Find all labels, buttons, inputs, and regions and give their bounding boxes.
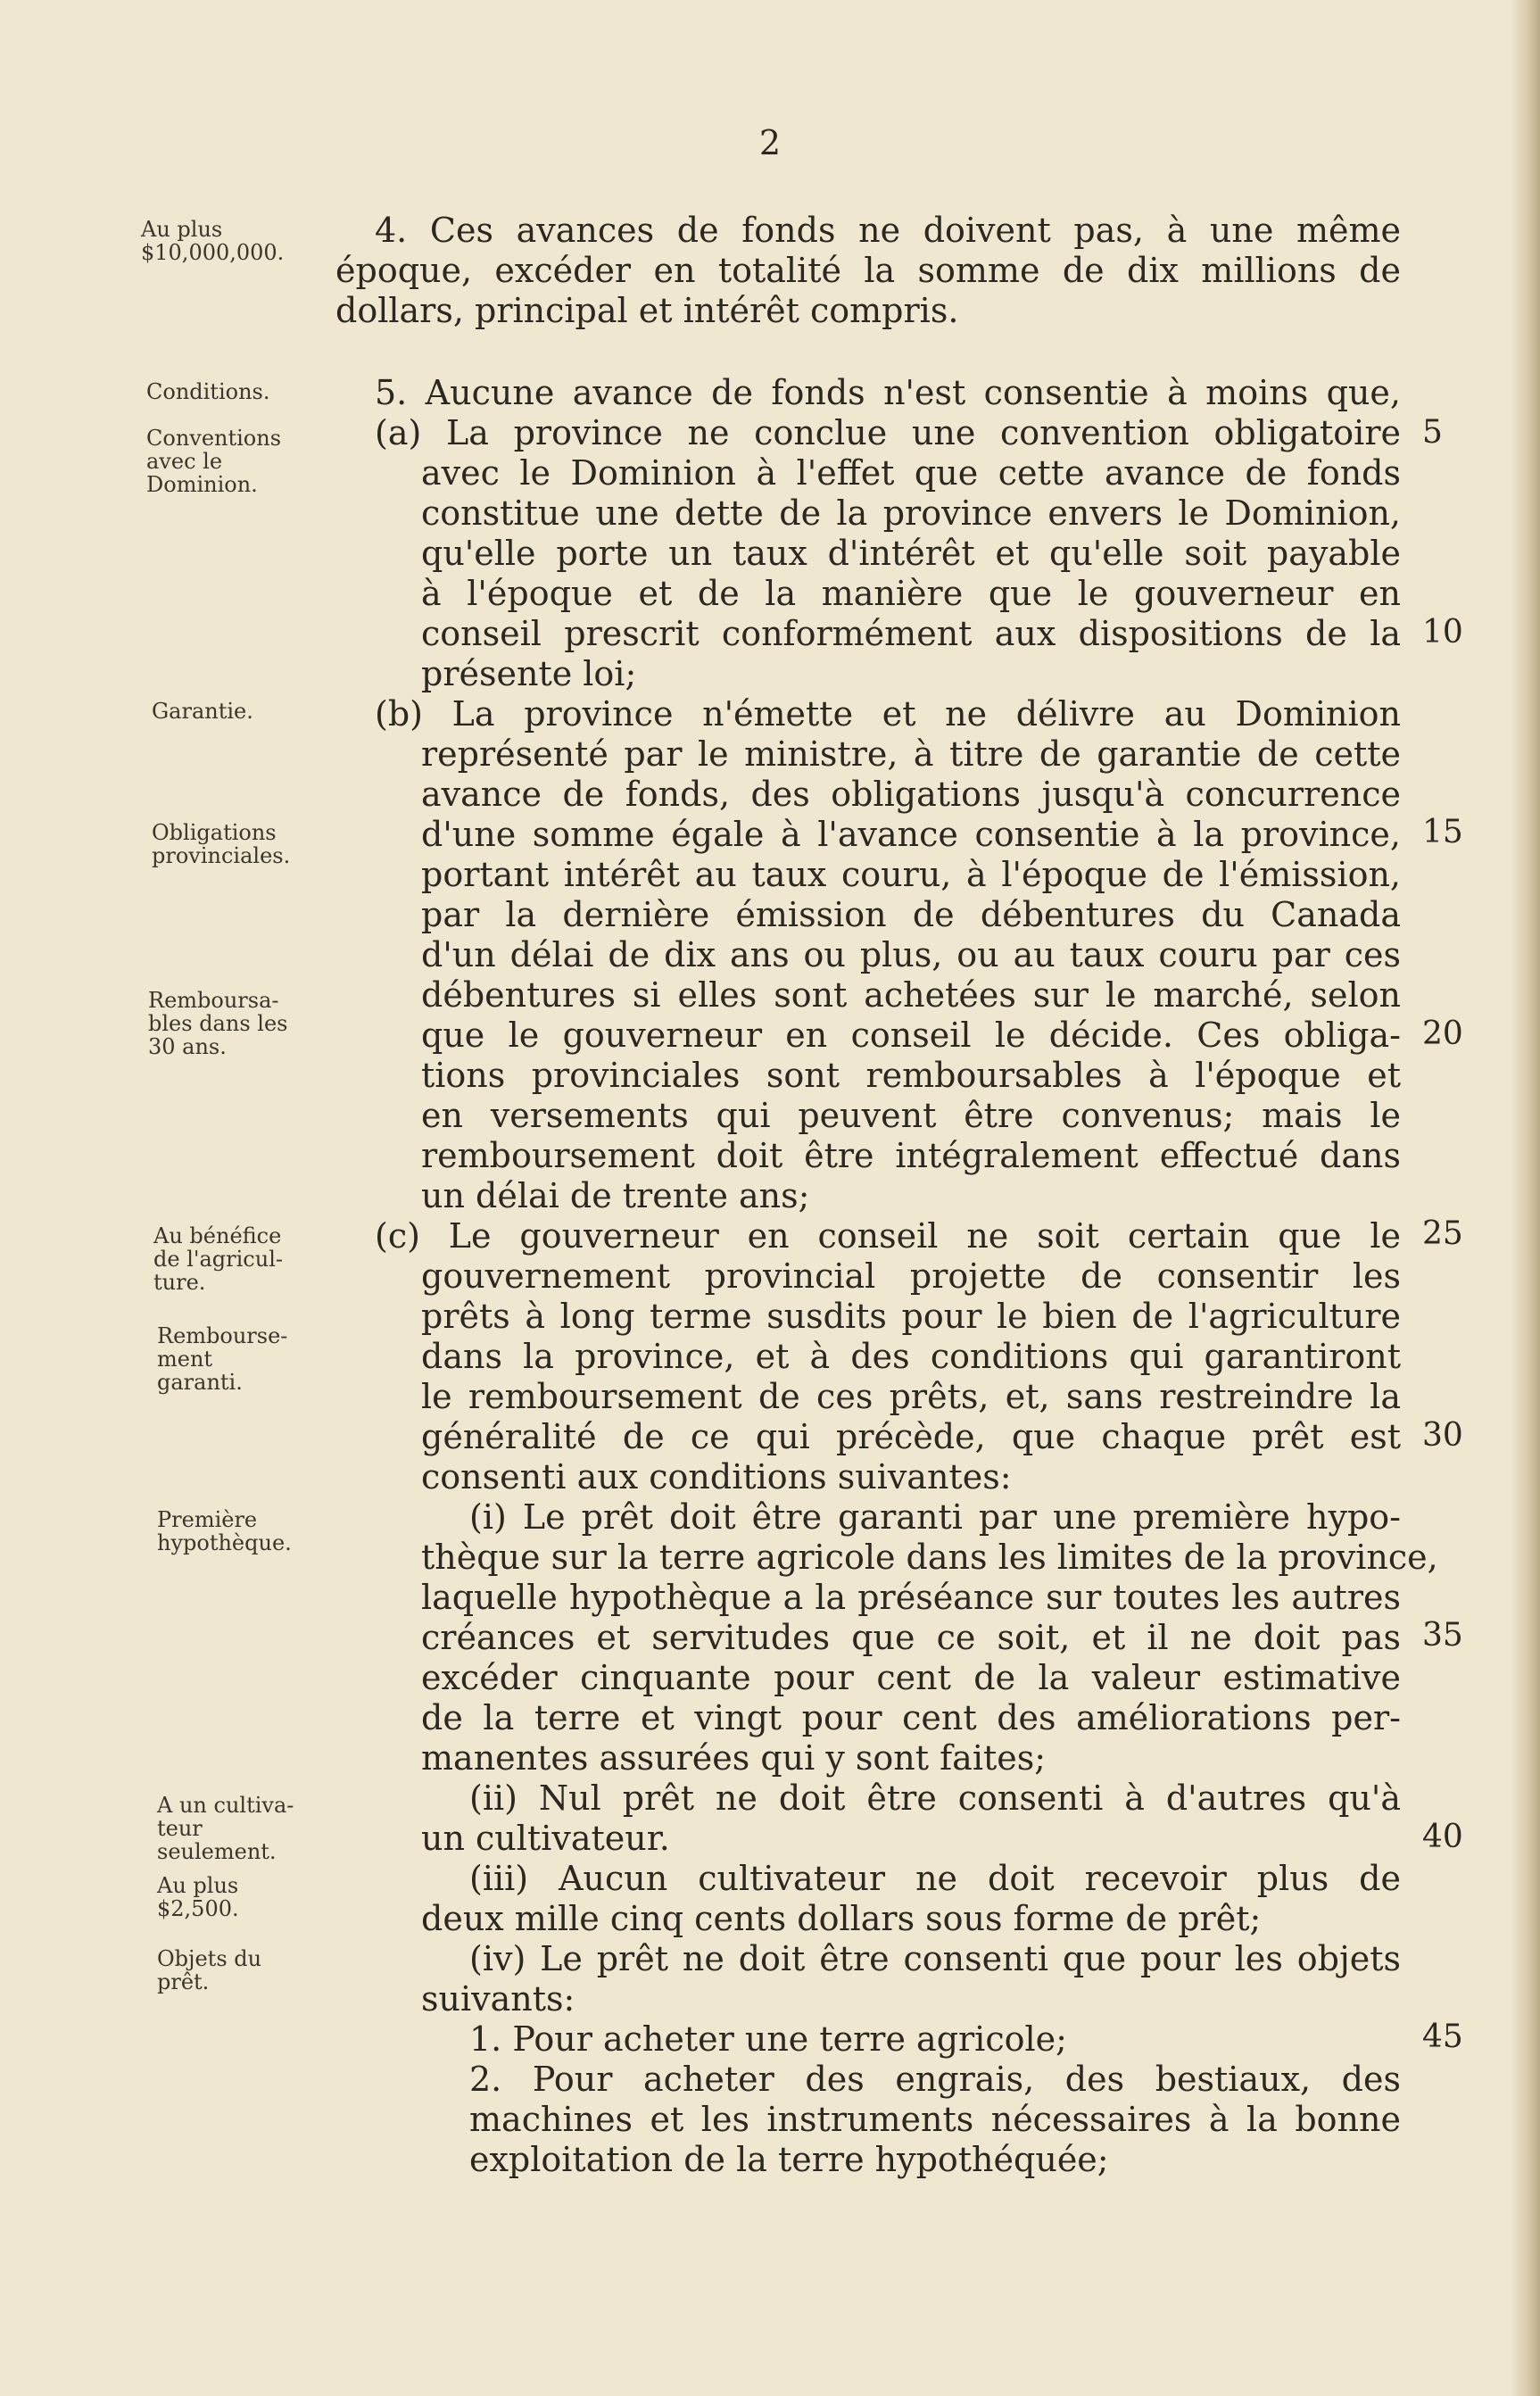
text-line: consenti aux conditions suivantes:: [421, 1457, 1012, 1496]
line-number: 25: [1422, 1215, 1463, 1252]
page-edge: [1510, 0, 1540, 2396]
line-number: 30: [1422, 1417, 1463, 1454]
text-line: un cultivateur.: [421, 1819, 670, 1858]
text-line: dans la province, et à des conditions qui garantiront: [421, 1337, 1401, 1376]
text-line: 5. Aucune avance de fonds n'est consentie à moins que,: [375, 373, 1401, 412]
margin-note: Conventions avec le Dominion.: [146, 426, 282, 497]
text-line: créances et servitudes que ce soit, et il ne doit pas: [421, 1618, 1401, 1657]
text-line: exploitation de la terre hypothéquée;: [469, 2140, 1109, 2179]
margin-note: Remboursa- bles dans les 30 ans.: [148, 988, 288, 1059]
text-line: 4. Ces avances de fonds ne doivent pas, à une même: [375, 211, 1401, 250]
margin-note: Obligations provinciales.: [152, 820, 291, 868]
margin-note: Objets du prêt.: [157, 1946, 262, 1994]
line-number: 45: [1422, 2019, 1463, 2055]
line-number: 10: [1422, 614, 1463, 651]
text-line: à l'époque et de la manière que le gouverneur en: [421, 574, 1401, 613]
line-number: 15: [1422, 814, 1463, 850]
text-line: (a) La province ne conclue une convention obligatoire: [375, 413, 1401, 452]
text-line: généralité de ce qui précède, que chaque prêt est: [421, 1417, 1401, 1456]
margin-note: Rembourse- ment garanti.: [157, 1323, 288, 1395]
text-line: portant intérêt au taux couru, à l'époque de l'émission,: [421, 855, 1401, 894]
text-line: machines et les instruments nécessaires à la bonne: [469, 2100, 1401, 2139]
text-line: prêts à long terme susdits pour le bien de l'agriculture: [421, 1297, 1401, 1336]
text-line: de la terre et vingt pour cent des améliorations per-: [421, 1698, 1401, 1737]
margin-note: Au bénéfice de l'agricul- ture.: [153, 1223, 283, 1295]
text-line: (iv) Le prêt ne doit être consenti que pour les objets: [469, 1939, 1401, 1978]
page-number: 2: [758, 123, 782, 162]
text-line: 2. Pour acheter des engrais, des bestiaux, des: [469, 2060, 1401, 2099]
text-line: (ii) Nul prêt ne doit être consenti à d'autres qu'à: [469, 1778, 1401, 1818]
text-line: par la dernière émission de débentures du Canada: [421, 895, 1401, 934]
text-line: représenté par le ministre, à titre de garantie de cette: [421, 734, 1401, 774]
text-line: que le gouverneur en conseil le décide. Ces obliga-: [421, 1016, 1401, 1055]
text-line: d'un délai de dix ans ou plus, ou au taux couru par ces: [421, 935, 1401, 974]
text-line: thèque sur la terre agricole dans les limites de la province,: [421, 1538, 1438, 1577]
margin-note: Au plus $10,000,000.: [141, 217, 285, 265]
line-number: 40: [1422, 1819, 1463, 1855]
text-line: en versements qui peuvent être convenus; mais le: [421, 1096, 1401, 1135]
text-line: laquelle hypothèque a la préséance sur toutes les autres: [421, 1578, 1401, 1617]
margin-note: Conditions.: [146, 379, 270, 404]
text-line: qu'elle porte un taux d'intérêt et qu'elle soit payable: [421, 534, 1401, 573]
text-line: deux mille cinq cents dollars sous forme de prêt;: [421, 1899, 1262, 1938]
text-line: (c) Le gouverneur en conseil ne soit certain que le: [375, 1216, 1401, 1256]
text-line: (iii) Aucun cultivateur ne doit recevoir plus de: [469, 1859, 1401, 1898]
text-line: le remboursement de ces prêts, et, sans restreindre la: [421, 1377, 1401, 1416]
text-line: 1. Pour acheter une terre agricole;: [469, 2019, 1067, 2059]
margin-note: Au plus $2,500.: [157, 1873, 239, 1921]
text-line: un délai de trente ans;: [421, 1176, 810, 1215]
text-line: manentes assurées qui y sont faites;: [421, 1738, 1047, 1778]
text-line: dollars, principal et intérêt compris.: [335, 291, 959, 330]
text-line: constitue une dette de la province envers le Dominion,: [421, 493, 1401, 533]
text-line: conseil prescrit conformément aux dispositions de la: [421, 614, 1401, 653]
text-line: avance de fonds, des obligations jusqu'à concurrence: [421, 775, 1401, 814]
text-line: remboursement doit être intégralement effectué dans: [421, 1136, 1401, 1175]
text-line: d'une somme égale à l'avance consentie à la province,: [421, 815, 1401, 854]
text-line: gouvernement provincial projette de consentir les: [421, 1256, 1401, 1296]
text-line: débentures si elles sont achetées sur le marché, selon: [421, 975, 1401, 1015]
line-number: 20: [1422, 1016, 1463, 1052]
text-line: (b) La province n'émette et ne délivre au Dominion: [375, 694, 1401, 734]
line-number: 35: [1422, 1617, 1463, 1654]
text-line: (i) Le prêt doit être garanti par une première hypo-: [469, 1497, 1401, 1537]
text-line: présente loi;: [421, 654, 637, 693]
margin-note: A un cultiva- teur seulement.: [157, 1793, 294, 1864]
text-line: excéder cinquante pour cent de la valeur estimative: [421, 1658, 1401, 1697]
margin-note: Garantie.: [152, 699, 253, 724]
text-line: avec le Dominion à l'effet que cette avance de fonds: [421, 453, 1401, 493]
text-line: tions provinciales sont remboursables à l'époque et: [421, 1056, 1401, 1095]
line-number: 5: [1422, 414, 1443, 451]
margin-note: Première hypothèque.: [157, 1507, 292, 1555]
text-line: époque, excéder en totalité la somme de dix millions de: [335, 251, 1401, 290]
text-line: suivants:: [421, 1979, 575, 2019]
